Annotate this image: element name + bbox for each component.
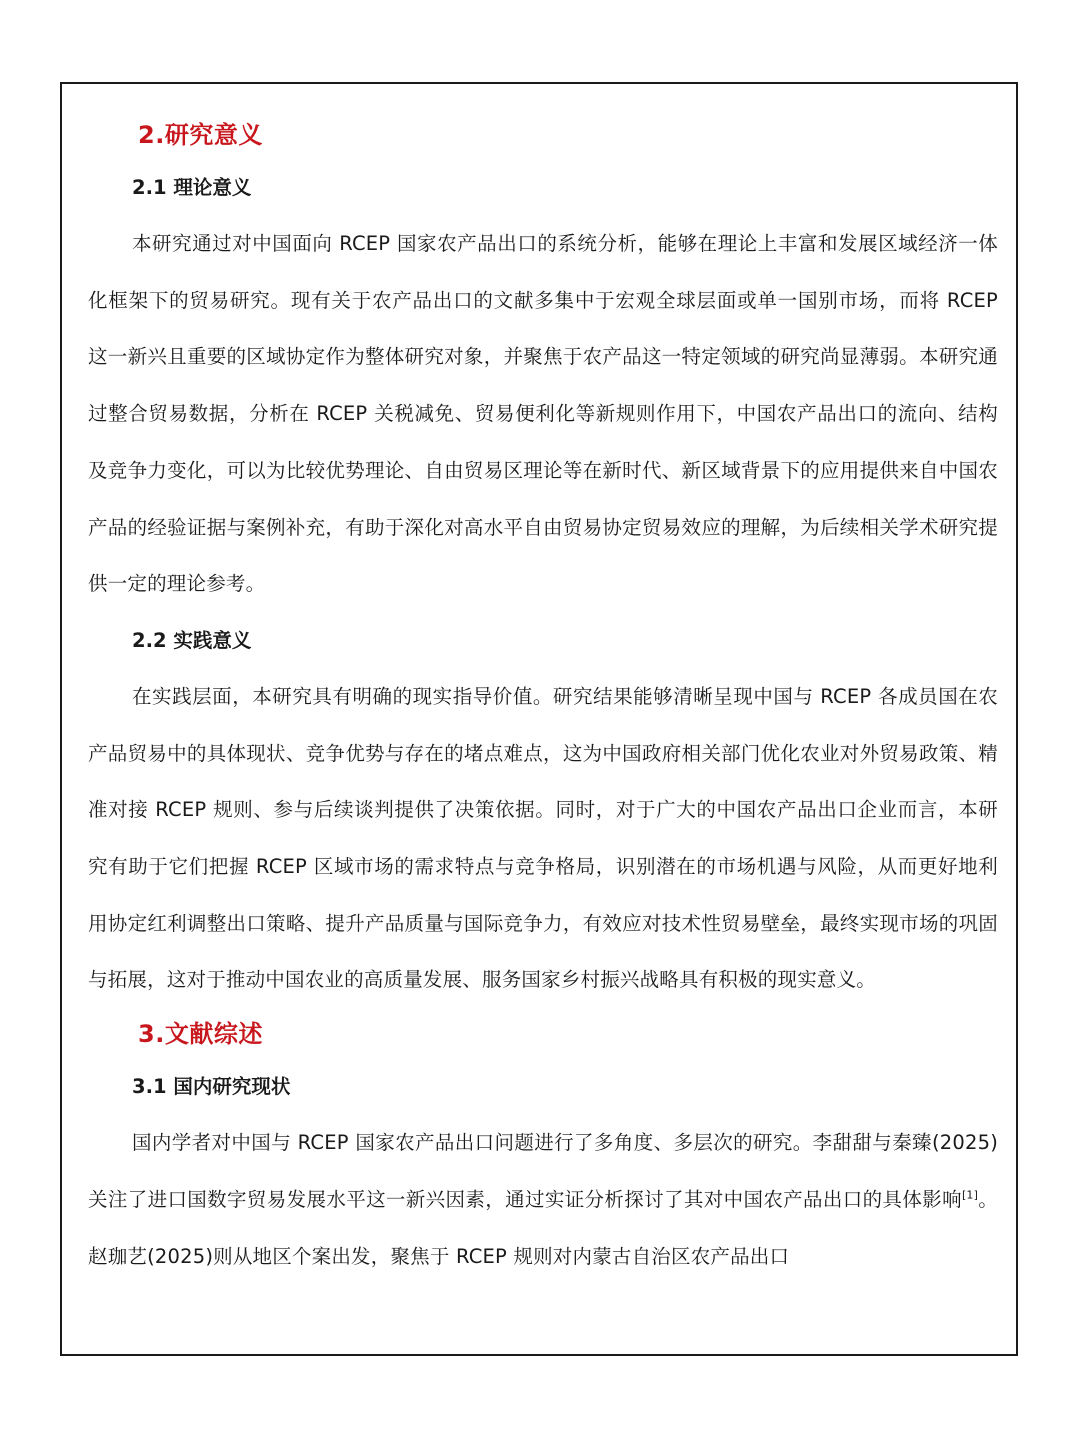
subsection-heading-practical-significance: 2.2 实践意义 [132,628,252,652]
paragraph-text-before-ref: 国内学者对中国与 RCEP 国家农产品出口问题进行了多角度、多层次的研究。李甜甜与秦臻(2025)关注了进口国数字贸易发展水平这一新兴因素，通过实证分析探讨了其对中国农产品出口的具体影响 [88,1131,998,1211]
subsection-heading-theoretical-significance: 2.1 理论意义 [132,176,252,199]
subsection-heading-domestic-research: 3.1 国内研究现状 [132,1075,291,1099]
section-heading-research-significance: 2.研究意义 [138,121,263,149]
paragraph-practical-significance: 在实践层面，本研究具有明确的现实指导价值。研究结果能够清晰呈现中国与 RCEP 各成员国在农产品贸易中的具体现状、竞争优势与存在的堵点难点，这为中国政府相关部门优化农业对外贸易政策、精准对接 RCEP 规则、参与后续谈判提供了决策依据。同时，对于广大的中国农产品出口企业而言，本研究有助于它们把握 RCEP 区域市场的需求特点与竞争格局，识别潜在的市场机遇与风险，从而更好地利用协定红利调整出口策略、提升产品质量与国际竞争力，有效应对技术性贸易壁垒，最终实现市场的巩固与拓展，这对于推动中国农业的高质量发展、服务国家乡村振兴战略具有积极的现实意义。 [88,684,998,992]
paragraph-theoretical-significance: 本研究通过对中国面向 RCEP 国家农产品出口的系统分析，能够在理论上丰富和发展区域经济一体化框架下的贸易研究。现有关于农产品出口的文献多集中于宏观全球层面或单一国别市场，而将 RCEP 这一新兴且重要的区域协定作为整体研究对象，并聚焦于农产品这一特定领域的研究尚显薄弱。本研究通过整合贸易数据，分析在 RCEP 关税减免、贸易便利化等新规则作用下，中国农产品出口的流向、结构及竞争力变化，可以为比较优势理论、自由贸易区理论等在新时代、新区域背景下的应用提供来自中国农产品的经验证据与案例补充，有助于深化对高水平自由贸易协定贸易效应的理解，为后续相关学术研究提供一定的理论参考。 [88,232,998,596]
reference-marker[interactable]: [1] [961,1188,979,1202]
document-frame [60,82,1018,1356]
document-body [88,110,998,1285]
section-heading-literature-review: 3.文献综述 [138,1020,263,1049]
paragraph-domestic-research [88,1115,998,1285]
paragraph-text-after-ref: 。赵珈艺(2025)则从地区个案出发，聚焦于 RCEP 规则对内蒙古自治区农产品出口 [88,1187,998,1268]
